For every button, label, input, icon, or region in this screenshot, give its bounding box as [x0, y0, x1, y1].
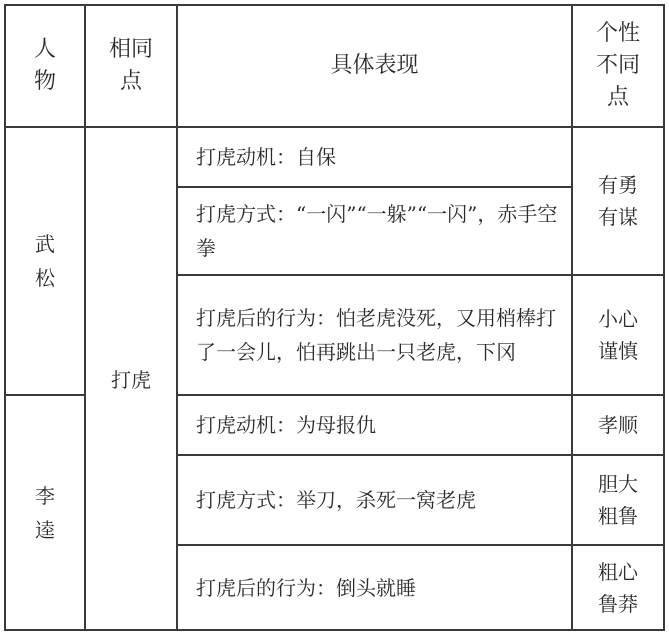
trait-text: 胆大 粗鲁 — [598, 472, 638, 528]
trait-cell — [572, 275, 664, 395]
description-cell — [177, 545, 572, 630]
header-same-point — [85, 5, 177, 127]
header-person-label: 人 物 — [33, 37, 56, 94]
trait-text: 小心 谨慎 — [598, 307, 638, 363]
description-cell — [177, 127, 572, 187]
person-cell-likui — [5, 395, 85, 630]
description-cell — [177, 455, 572, 545]
trait-text: 有勇 有谋 — [598, 173, 638, 229]
trait-cell — [572, 127, 664, 275]
common-point-label: 打虎 — [111, 368, 151, 392]
description-cell — [177, 395, 572, 455]
header-person — [5, 5, 85, 127]
description-text: 打虎方式：举刀，杀死一窝老虎 — [196, 488, 476, 512]
comparison-table-wrapper — [4, 4, 665, 631]
header-row — [5, 5, 664, 127]
header-manifestation-label: 具体表现 — [330, 53, 419, 78]
person-name: 李 逵 — [35, 483, 55, 542]
description-cell — [177, 187, 572, 275]
description-text: 打虎方式：“一闪”“一躲”“一闪”，赤手空拳 — [196, 202, 558, 260]
description-text: 打虎后的行为：怕老虎没死，又用梢棒打了一会儿，怕再跳出一只老虎，下冈 — [196, 306, 556, 364]
person-name: 武 松 — [35, 232, 55, 290]
description-text: 打虎后的行为：倒头就睡 — [196, 575, 416, 600]
comparison-table — [4, 4, 665, 631]
trait-cell — [572, 545, 664, 630]
header-same-point-label: 相同 点 — [108, 37, 153, 94]
header-manifestation — [177, 5, 572, 127]
person-cell-wusong — [5, 127, 85, 395]
description-cell — [177, 275, 572, 395]
trait-cell — [572, 455, 664, 545]
trait-text: 孝顺 — [598, 413, 638, 437]
common-point-cell — [85, 127, 177, 630]
header-personality-diff — [572, 5, 664, 127]
table-row — [5, 127, 664, 187]
trait-text: 粗心 鲁莽 — [598, 559, 638, 616]
header-personality-diff-label: 个性 不同 点 — [595, 21, 640, 110]
description-text: 打虎动机：自保 — [196, 145, 336, 169]
trait-cell — [572, 395, 664, 455]
description-text: 打虎动机：为母报仇 — [196, 413, 376, 437]
